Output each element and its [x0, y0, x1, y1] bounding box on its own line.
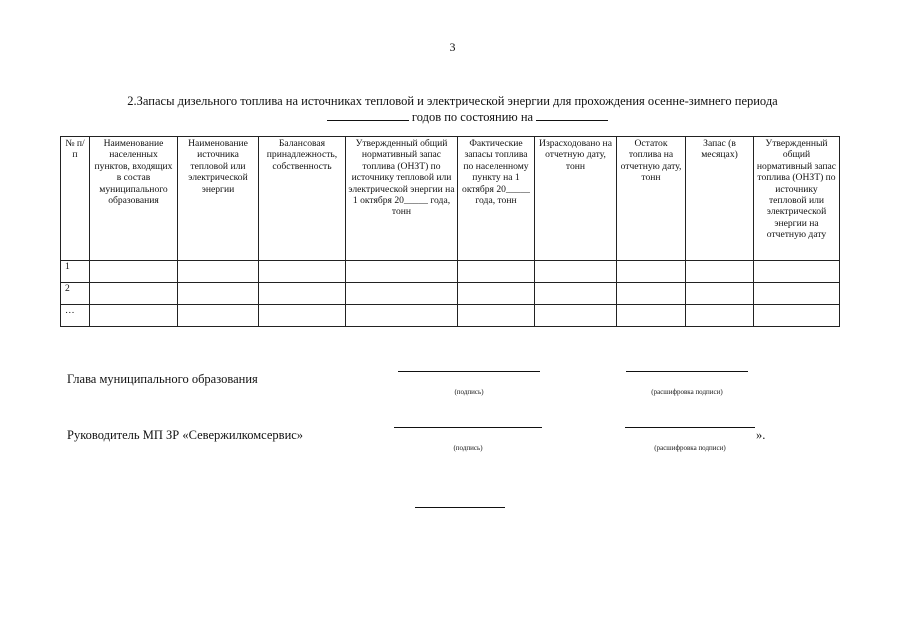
table-cell[interactable] [458, 305, 535, 327]
table-cell[interactable] [90, 283, 178, 305]
table-row [61, 305, 840, 327]
col-header-consumed: Израсходовано на отчетную дату, тонн [535, 137, 617, 261]
col-header-number: № п/п [61, 137, 90, 261]
table-cell[interactable] [346, 283, 458, 305]
footer-divider [415, 507, 505, 508]
page-number: 3 [449, 40, 456, 54]
row-number: 2 [61, 283, 90, 305]
head-of-municipality-label: Глава муниципального образования [67, 372, 258, 386]
col-header-onzt-report-date: Утвержденный общий нормативный запас топлива (ОНЗТ) по источнику тепловой или электрической энергии на отчетную дату [754, 137, 840, 261]
table-cell[interactable] [617, 261, 686, 283]
table-cell[interactable] [259, 283, 346, 305]
fuel-reserves-table [60, 136, 840, 327]
director-signature-line[interactable] [394, 427, 542, 428]
table-cell[interactable] [686, 261, 754, 283]
closing-quote: ». [756, 428, 766, 442]
table-cell[interactable] [178, 283, 259, 305]
table-cell[interactable] [617, 283, 686, 305]
director-decode-line[interactable] [625, 427, 755, 428]
table-cell[interactable] [686, 305, 754, 327]
title-line-2 [0, 109, 905, 125]
table-cell[interactable] [535, 305, 617, 327]
head-signature-caption: (подпись) [454, 388, 484, 396]
date-blank [536, 109, 608, 121]
table-cell[interactable] [259, 261, 346, 283]
head-decode-line[interactable] [626, 371, 748, 372]
row-number: … [61, 305, 90, 327]
table-row [61, 261, 840, 283]
col-header-remaining: Остаток топлива на отчетную дату, тонн [617, 137, 686, 261]
table-cell[interactable] [346, 261, 458, 283]
col-header-settlements: Наименование населенных пунктов, входящих в состав муниципального образования [90, 137, 178, 261]
table-cell[interactable] [686, 283, 754, 305]
table-cell[interactable] [617, 305, 686, 327]
table-row [61, 283, 840, 305]
head-decode-caption: (расшифровка подписи) [651, 388, 723, 396]
table-cell[interactable] [90, 261, 178, 283]
row-number: 1 [61, 261, 90, 283]
director-label: Руководитель МП ЗР «Севержилкомсервис» [67, 428, 304, 442]
table-cell[interactable] [458, 283, 535, 305]
col-header-actual-reserves: Фактические запасы топлива по населенному пункту на 1 октября 20_____ года, тонн [458, 137, 535, 261]
table-cell[interactable] [754, 305, 840, 327]
table-cell[interactable] [178, 305, 259, 327]
director-decode-caption: (расшифровка подписи) [654, 444, 726, 452]
table-cell[interactable] [754, 261, 840, 283]
col-header-ownership: Балансовая принадлежность, собственность [259, 137, 346, 261]
table-cell[interactable] [90, 305, 178, 327]
head-signature-line[interactable] [398, 371, 540, 372]
col-header-reserve-months: Запас (в месяцах) [686, 137, 754, 261]
table-cell[interactable] [346, 305, 458, 327]
col-header-energy-source: Наименование источника тепловой или электрической энергии [178, 137, 259, 261]
document-title [0, 94, 905, 125]
table-cell[interactable] [259, 305, 346, 327]
col-header-approved-onzt: Утвержденный общий нормативный запас топлива (ОНЗТ) по источнику тепловой или электрической энергии на 1 октября 20_____ года, тонн [346, 137, 458, 261]
table-cell[interactable] [535, 283, 617, 305]
years-blank [327, 109, 409, 121]
table-cell[interactable] [535, 261, 617, 283]
table-cell[interactable] [178, 261, 259, 283]
table-cell[interactable] [458, 261, 535, 283]
table-header-row [61, 137, 840, 261]
title-line-1: 2.Запасы дизельного топлива на источниках тепловой и электрической энергии для прохождения осенне-зимнего периода [127, 94, 778, 108]
director-signature-caption: (подпись) [453, 444, 483, 452]
title-line-2-text: годов по состоянию на [411, 110, 534, 124]
table-cell[interactable] [754, 283, 840, 305]
